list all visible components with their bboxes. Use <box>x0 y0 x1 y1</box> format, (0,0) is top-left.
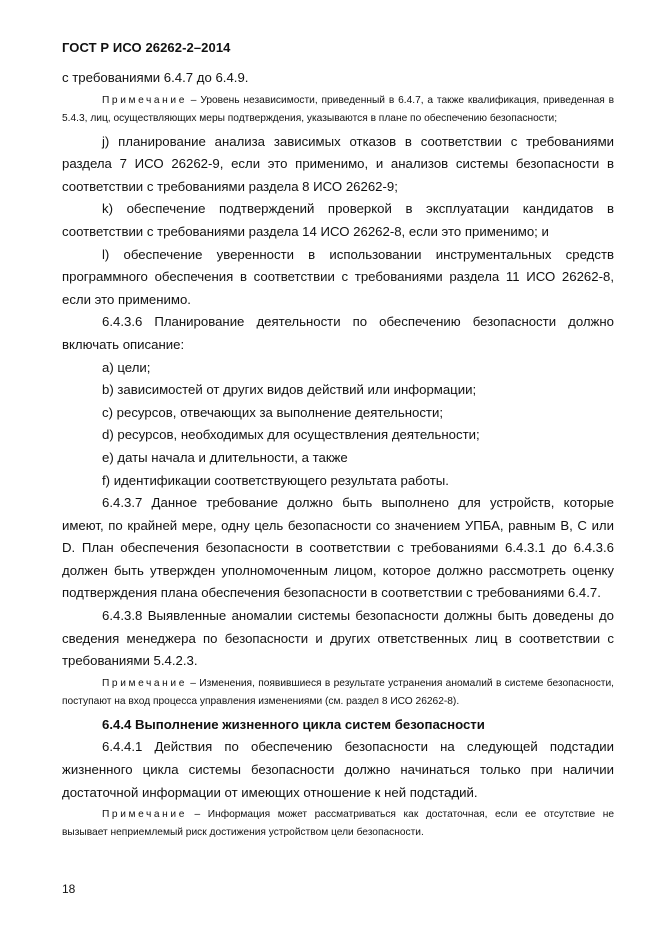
clause-6-4-3-6: 6.4.3.6 Планирование деятельности по обеспечению безопасности должно включать описание: <box>62 314 614 352</box>
note-dash: – <box>186 677 200 689</box>
section-heading-6-4-4: 6.4.4 Выполнение жизненного цикла систем безопасности <box>102 716 485 732</box>
continuation-text: с требованиями 6.4.7 до 6.4.9. <box>62 70 249 85</box>
note-information <box>62 806 614 842</box>
list-item-d: d) ресурсов, необходимых для осуществления деятельности; <box>102 427 480 443</box>
note-label: Примечание <box>102 677 187 689</box>
list-item-e: e) даты начала и длительности, а также <box>102 449 348 465</box>
clause-6-4-3-8: 6.4.3.8 Выявленные аномалии системы безопасности должны быть доведены до сведения менеджера по безопасности и других ответственных лиц в соответствии с требованиями 5.4.2.3. <box>62 608 614 669</box>
note-independence <box>62 92 614 128</box>
list-item-k: k) обеспечение подтверждений проверкой в эксплуатации кандидатов в соответствии с требованиями раздела 14 ИСО 26262-8, если это применимо; и <box>62 201 614 239</box>
note-text: Изменения, появившиеся в результате устранения аномалий в системе безопасности, поступают на вход процесса управления изменениями (см. раздел 8 ИСО 26262-8). <box>62 677 614 707</box>
standard-header: ГОСТ Р ИСО 26262-2–2014 <box>62 40 231 55</box>
note-label: Примечание <box>102 809 187 821</box>
list-item-l: l) обеспечение уверенности в использовании инструментальных средств программного обеспечения в соответствии с требованиями раздела 11 ИСО 26262-8, если это применимо. <box>62 246 614 307</box>
clause-6-4-4-1: 6.4.4.1 Действия по обеспечению безопасности на следующей подстадии жизненного цикла системы безопасности должно начинаться только при наличии достаточной информации от имеющих отношение к ней подстадий. <box>62 739 614 800</box>
list-item-a: a) цели; <box>102 359 151 375</box>
note-anomalies <box>62 675 614 711</box>
note-label: Примечание <box>102 94 187 106</box>
page-content <box>62 67 614 842</box>
note-dash: – <box>186 94 201 106</box>
note-dash: – <box>186 809 208 821</box>
note-text: Информация может рассматриваться как достаточная, если ее отсутствие не вызывает неприемлемый риск достижения устройством цели безопасности. <box>62 809 614 839</box>
list-item-f: f) идентификации соответствующего результата работы. <box>102 472 449 488</box>
list-item-c: c) ресурсов, отвечающих за выполнение деятельности; <box>102 404 443 420</box>
note-text: Уровень независимости, приведенный в 6.4.7, а также квалификация, приведенная в 5.4.3, лиц, осуществляющих меры подтверждения, указываются в плане по обеспечению безопасности; <box>62 94 615 124</box>
list-item-b: b) зависимостей от других видов действий или информации; <box>102 382 477 398</box>
page-number: 18 <box>62 882 76 896</box>
list-item-j: j) планирование анализа зависимых отказов в соответствии с требованиями раздела 7 ИСО 26262-9, если это применимо, и анализов системы безопасности в соответствии с требованиями раздела 8 ИСО 26262-9; <box>62 133 614 194</box>
clause-6-4-3-7: 6.4.3.7 Данное требование должно быть выполнено для устройств, которые имеют, по крайней мере, одну цель безопасности со значением УПБА, равным В, С или D. План обеспечения безопасности в соответствии с требованиями 6.4.3.1 до 6.4.3.6 должен быть утвержден уполномоченным лицом, которое должно рассмотреть оценку подтверждения плана обеспечения безопасности в соответствии с требованиями 6.4.7. <box>62 495 614 601</box>
